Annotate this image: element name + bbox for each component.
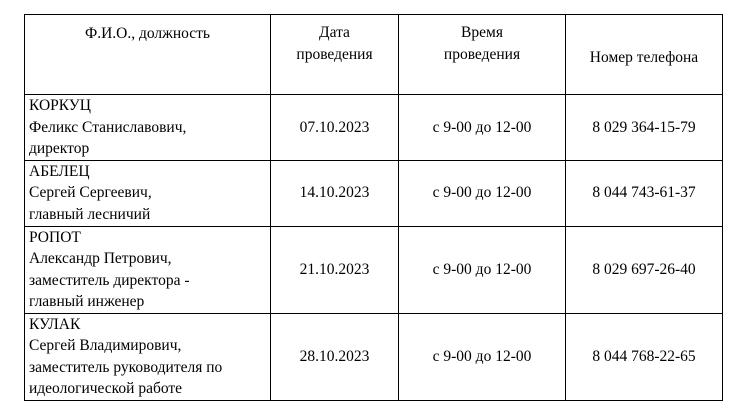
person-surname: КУЛАК	[29, 315, 81, 333]
person-surname: РОПОТ	[29, 228, 81, 246]
table-row	[25, 313, 723, 400]
date-cell: 28.10.2023	[271, 313, 399, 400]
person-cell	[25, 95, 271, 161]
reception-schedule-table	[24, 14, 723, 401]
date-cell: 07.10.2023	[271, 95, 399, 161]
table-header-row	[25, 15, 723, 95]
person-cell	[25, 313, 271, 400]
table-row	[25, 95, 723, 161]
header-time	[399, 15, 566, 95]
phone-cell: 8 044 768-22-65	[566, 313, 723, 400]
time-cell: с 9-00 до 12-00	[399, 313, 566, 400]
header-time-line-2: проведения	[443, 45, 521, 63]
person-cell	[25, 160, 271, 226]
header-date-line-1: Дата	[319, 24, 350, 41]
person-surname: АБЕЛЕЦ	[29, 162, 90, 180]
person-position-continued: главный инженер	[29, 293, 145, 310]
person-cell	[25, 226, 271, 313]
time-cell: с 9-00 до 12-00	[399, 95, 566, 161]
time-cell: с 9-00 до 12-00	[399, 226, 566, 313]
phone-cell: 8 029 697-26-40	[566, 226, 723, 313]
date-cell: 21.10.2023	[271, 226, 399, 313]
person-position: заместитель директора -	[29, 271, 190, 289]
person-position: директор	[29, 140, 90, 157]
phone-cell: 8 044 743-61-37	[566, 160, 723, 226]
person-position: главный лесничий	[29, 205, 151, 223]
person-surname: КОРКУЦ	[29, 97, 91, 114]
table-row	[25, 160, 723, 226]
phone-cell: 8 029 364-15-79	[566, 95, 723, 161]
person-name: Александр Петрович,	[29, 250, 172, 267]
header-date	[271, 15, 399, 95]
header-time-line-1: Время	[461, 24, 503, 41]
person-position: заместитель руководителя по	[29, 358, 223, 376]
header-phone: Номер телефона	[566, 15, 723, 95]
person-name: Сергей Сергеевич,	[29, 184, 152, 202]
table-row	[25, 226, 723, 313]
person-name: Феликс Станиславович,	[29, 118, 187, 136]
header-full-name-position: Ф.И.О., должность	[25, 15, 271, 95]
date-cell: 14.10.2023	[271, 160, 399, 226]
person-name: Сергей Владимирович,	[29, 337, 182, 354]
time-cell: с 9-00 до 12-00	[399, 160, 566, 226]
person-position-continued: идеологической работе	[29, 380, 183, 397]
header-date-line-2: проведения	[296, 45, 373, 63]
